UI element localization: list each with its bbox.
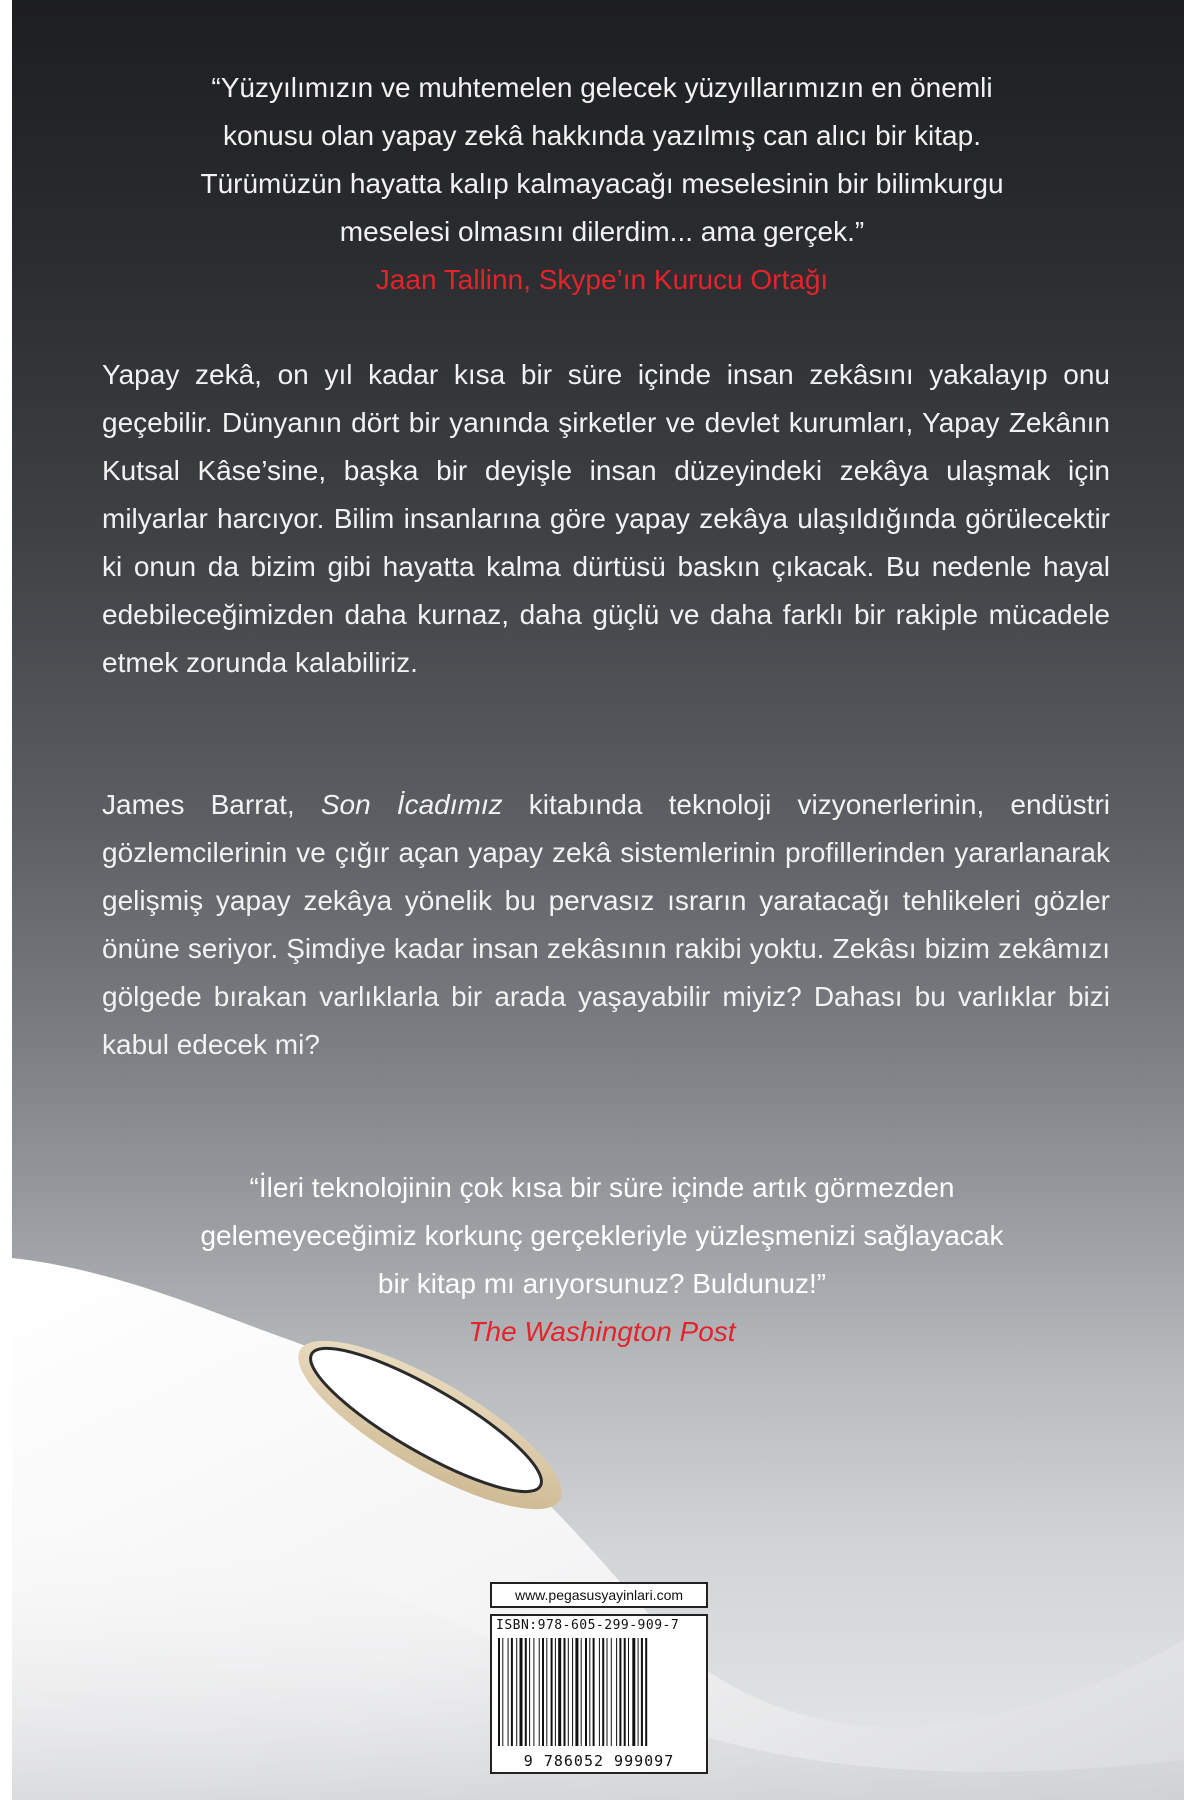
- barcode-bar: [508, 1638, 509, 1746]
- barcode-bar: [616, 1638, 617, 1746]
- barcode-bar: [581, 1638, 582, 1746]
- quote-bottom-attribution: The Washington Post: [468, 1316, 736, 1347]
- barcode-bar: [551, 1638, 553, 1746]
- quote-top: [92, 64, 1112, 304]
- summary-paragraph-2: [102, 781, 1110, 1069]
- barcode-bar: [502, 1638, 503, 1746]
- quote-bottom-line: bir kitap mı arıyorsunuz? Buldunuz!”: [377, 1268, 827, 1299]
- summary-paragraph-1: Yapay zekâ, on yıl kadar kısa bir süre içinde insan zekâsını yakalayıp onu geçebilir. Dünyanın dört bir yanında şirketler ve devlet kurumları, Yapay Zekânın Kutsal Kâse’sine, başka bir deyişle insan düzeyindeki zekâya ulaşmak için milyarlar harcıyor. Bilim insanlarına göre yapay zekâya ulaşıldığında görülecektir ki onun da bizim gibi hayatta kalma dürtüsü baskın çıkacak. Bu nedenle hayal edebileceğimizden daha kurnaz, daha güçlü ve daha farklı bir rakiple mücadele etmek zorunda kalabiliriz.: [102, 359, 1110, 678]
- barcode-bar: [607, 1638, 608, 1746]
- barcode-bar: [599, 1638, 600, 1746]
- barcode-bar: [542, 1638, 544, 1746]
- barcode-bar: [589, 1638, 590, 1746]
- quote-top-line: meselesi olmasını dilerdim... ama gerçek.”: [339, 216, 865, 247]
- barcode-bar: [520, 1638, 523, 1746]
- barcode-bar: [624, 1638, 626, 1746]
- isbn-text: ISBN:978-605-299-909-7: [496, 1618, 680, 1633]
- quote-top-line: Türümüzün hayatta kalıp kalmayacağı meselesinin bir bilimkurgu: [200, 168, 1004, 199]
- barcode: [496, 1638, 702, 1746]
- barcode-bar: [628, 1638, 629, 1746]
- quote-bottom-line: “İleri teknolojinin çok kısa bir süre içinde artık görmezden: [249, 1172, 955, 1203]
- quote-top-line: konusu olan yapay zekâ hakkında yazılmış can alıcı bir kitap.: [223, 120, 981, 151]
- quote-bottom: [92, 1164, 1112, 1356]
- barcode-bar: [555, 1638, 556, 1746]
- paragraph-2-intro: James Barrat,: [102, 789, 321, 820]
- barcode-bar: [498, 1638, 500, 1746]
- barcode-bar: [632, 1638, 635, 1746]
- back-cover: [12, 0, 1184, 1800]
- barcode-bar: [525, 1638, 527, 1746]
- barcode-bar: [585, 1638, 587, 1746]
- barcode-block: [490, 1582, 710, 1782]
- barcode-bar: [572, 1638, 573, 1746]
- barcode-bar: [645, 1638, 647, 1746]
- barcode-bar: [593, 1638, 595, 1746]
- barcode-bar: [539, 1638, 540, 1746]
- barcode-digits: 9 786052 999097: [523, 1752, 675, 1770]
- quote-top-line: “Yüzyılımızın ve muhtemelen gelecek yüzyıllarımızın en önemli: [211, 72, 993, 103]
- quote-bottom-line: gelemeyeceğimiz korkunç gerçekleriyle yüzleşmenizi sağlayacak: [200, 1220, 1004, 1251]
- barcode-bar: [638, 1638, 639, 1746]
- barcode-bar: [564, 1638, 566, 1746]
- barcode-bar: [641, 1638, 643, 1746]
- publisher-url[interactable]: www.pegasusyayinlari.com: [490, 1582, 708, 1608]
- barcode-bar: [575, 1638, 578, 1746]
- paragraph-2-body: kitabında teknoloji vizyonerlerinin, endüstri gözlemcilerinin ve çığır açan yapay zekâ sistemlerinin profillerinden yararlanarak gelişmiş yapay zekâya yönelik bu pervasız ısrarın yaratacağı tehlikeleri gözler önüne seriyor. Şimdiye kadar insan zekâsının rakibi yoktu. Zekâsı bizim zekâmızı gölgede bırakan varlıklarla bir arada yaşayabilir miyiz? Dahası bu varlıklar bizi kabul edecek mi?: [102, 789, 1110, 1060]
- isbn-panel: [490, 1614, 708, 1774]
- barcode-bar: [602, 1638, 604, 1746]
- barcode-bar: [516, 1638, 517, 1746]
- barcode-bar: [558, 1638, 561, 1746]
- barcode-bar: [529, 1638, 530, 1746]
- barcode-bar: [533, 1638, 534, 1746]
- book-title: Son İcadımız: [320, 789, 503, 820]
- barcode-bar: [611, 1638, 612, 1746]
- barcode-bar: [568, 1638, 569, 1746]
- barcode-bar: [546, 1638, 547, 1746]
- barcode-bar: [511, 1638, 513, 1746]
- quote-top-attribution: Jaan Tallinn, Skype’ın Kurucu Ortağı: [375, 264, 829, 295]
- barcode-bar: [619, 1638, 621, 1746]
